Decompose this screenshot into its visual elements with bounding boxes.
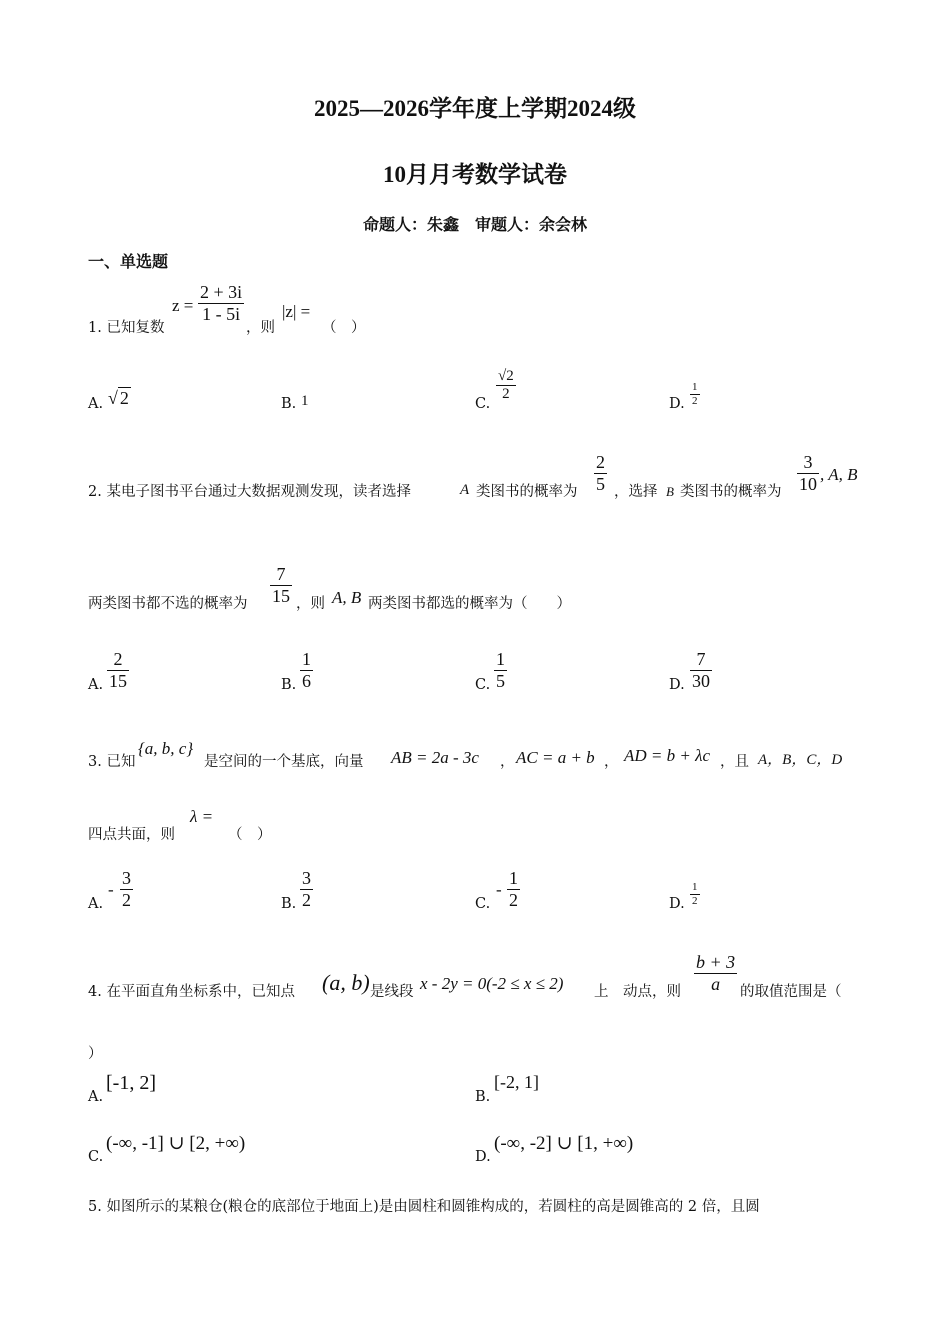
q2-option-c-label: C.	[475, 677, 491, 693]
q3-option-d-numerator: 1	[692, 881, 698, 893]
q3-option-d-fraction	[690, 881, 700, 907]
q3-option-c-numerator: 1	[509, 868, 518, 888]
q4-option-c-label: C.	[88, 1149, 104, 1165]
q2-text-6: ，则	[296, 596, 325, 612]
q1-option-c-label: C.	[475, 396, 491, 412]
exam-authors: 命题人：朱鑫 审题人：余会林	[362, 215, 587, 234]
q2-prob-b-numerator: 3	[797, 452, 819, 474]
q2-option-b-denominator: 6	[302, 670, 311, 691]
q2-text-2: 类图书的概率为	[476, 484, 578, 500]
q2-option-b-fraction	[300, 649, 313, 691]
q2-prob-none-denominator: 15	[272, 585, 290, 606]
q3-option-c-sign: -	[496, 880, 502, 899]
q2-option-c-fraction	[494, 649, 507, 691]
q3-option-d-label: D.	[669, 896, 685, 912]
q3-ad-expr: AD = b + λc	[624, 746, 711, 765]
q3-text-1: 3. 已知	[88, 754, 136, 770]
exam-title-line2: 10月月考数学试卷	[383, 162, 567, 187]
q3-comma-2: ，	[604, 754, 619, 770]
q4-option-b-label: B.	[475, 1089, 491, 1105]
q3-basis: {a, b, c}	[138, 739, 194, 758]
q3-comma-1: ，	[500, 754, 515, 770]
q4-option-b-value: [-2, 1]	[494, 1072, 539, 1092]
q2-prob-none-numerator: 7	[270, 564, 292, 586]
q4-text-3: 上 动点，则	[594, 984, 681, 1000]
q4-option-c-value: (-∞, -1] ∪ [2, +∞)	[106, 1133, 246, 1154]
q2-prob-a-fraction	[594, 452, 607, 494]
q1-option-b-value: 1	[301, 393, 309, 409]
q2-ab-vars-2: A, B	[332, 588, 362, 607]
q2-option-b-label: B.	[281, 677, 297, 693]
q3-option-a-sign: -	[108, 880, 114, 899]
q3-text-4: 四点共面，则	[88, 827, 175, 843]
q4-numerator: b + 3	[696, 952, 736, 972]
q1-option-c-denominator: 2	[502, 386, 510, 403]
q3-option-a-numerator: 3	[122, 868, 131, 888]
q2-option-d-fraction	[690, 649, 712, 691]
q2-ab-vars: , A, B	[820, 465, 858, 484]
q1-option-b-label: B.	[281, 396, 297, 412]
q2-text-3: ，选择	[614, 484, 658, 500]
q2-text-7: 两类图书都选的概率为（ ）	[368, 596, 571, 612]
q1-option-d-fraction	[690, 381, 700, 407]
q3-option-b-numerator: 3	[302, 868, 311, 888]
q1-option-d-label: D.	[669, 396, 685, 412]
q3-ab-expr: AB = 2a - 3c	[391, 748, 479, 767]
q3-option-c-denominator: 2	[509, 889, 518, 910]
q3-option-c-fraction	[507, 868, 520, 910]
q2-option-c-numerator: 1	[496, 649, 505, 669]
q2-option-d-label: D.	[669, 677, 685, 693]
q1-z-lhs: z =	[172, 296, 194, 315]
q3-option-a-denominator: 2	[122, 889, 131, 910]
q3-points: A，B，C，D	[758, 752, 843, 768]
q4-fraction	[694, 952, 737, 994]
q3-option-a-fraction	[120, 868, 133, 910]
q2-option-c-denominator: 5	[496, 670, 505, 691]
q2-var-a: A	[460, 482, 470, 498]
q2-text-1: 2. 某电子图书平台通过大数据观测发现，读者选择	[88, 484, 411, 500]
q4-text-1: 4. 在平面直角坐标系中，已知点	[88, 984, 295, 1000]
section-title-single-choice: 一、单选题	[88, 252, 169, 271]
q3-option-c-label: C.	[475, 896, 491, 912]
q4-segment: x - 2y = 0(-2 ≤ x ≤ 2)	[420, 974, 564, 993]
q4-text-5: ）	[88, 1046, 103, 1062]
q2-prob-a-numerator: 2	[596, 452, 605, 472]
q1-paren: （ ）	[322, 320, 366, 336]
q1-mid-text: ，则	[246, 320, 275, 336]
q1-fraction	[198, 282, 244, 324]
q4-option-d-value: (-∞, -2] ∪ [1, +∞)	[494, 1133, 634, 1154]
q1-option-c-fraction	[496, 368, 516, 404]
exam-title-line1: 2025—2026学年度上学期2024级	[314, 96, 636, 121]
q3-ac-expr: AC = a + b	[516, 748, 595, 767]
q1-option-a-label: A.	[88, 396, 104, 412]
q1-option-d-denominator: 2	[692, 394, 698, 407]
q2-option-a-fraction	[107, 649, 129, 691]
q3-option-a-label: A.	[88, 896, 104, 912]
q1-abs-z: |z| =	[282, 302, 311, 321]
q2-text-5: 两类图书都不选的概率为	[88, 596, 248, 612]
q2-option-d-numerator: 7	[690, 649, 712, 671]
q1-denominator: 1 - 5i	[202, 303, 241, 324]
q1-numerator: 2 + 3i	[200, 282, 243, 302]
q3-lambda: λ =	[190, 807, 214, 826]
q3-option-b-label: B.	[281, 896, 297, 912]
q5-text-1: 5. 如图所示的某粮仓(粮仓的底部位于地面上)是由圆柱和圆锥构成的，若圆柱的高是圆锥高的 2 倍，且圆	[88, 1199, 760, 1215]
q4-denominator: a	[711, 973, 721, 994]
q2-var-b: B	[666, 484, 674, 499]
q2-option-d-denominator: 30	[692, 670, 710, 691]
q3-option-b-denominator: 2	[302, 889, 311, 910]
q1-option-a-value: √ 2	[108, 388, 129, 408]
q1-option-c-numerator: √2	[496, 368, 516, 386]
q2-prob-b-denominator: 10	[799, 473, 817, 494]
q1-prefix: 1. 已知复数	[88, 320, 165, 336]
q3-text-3: ，且	[720, 754, 749, 770]
q1-option-a-radicand: 2	[119, 388, 129, 408]
q1-option-d-numerator: 1	[692, 381, 698, 393]
q2-option-a-numerator: 2	[107, 649, 129, 671]
q4-option-a-label: A.	[88, 1089, 104, 1105]
q3-option-b-fraction	[300, 868, 313, 910]
q4-option-d-label: D.	[475, 1149, 491, 1165]
q2-option-a-denominator: 15	[109, 670, 127, 691]
q3-option-d-denominator: 2	[692, 894, 698, 907]
q4-option-a-value: [-1, 2]	[106, 1072, 156, 1094]
q2-prob-b-fraction	[797, 452, 819, 494]
q2-prob-none-fraction	[270, 564, 292, 606]
q3-text-2: 是空间的一个基底，向量	[204, 754, 364, 770]
q4-text-2: 是线段	[370, 984, 414, 1000]
q2-text-4: 类图书的概率为	[680, 484, 782, 500]
q4-point: (a, b)	[322, 970, 370, 995]
q2-option-b-numerator: 1	[302, 649, 311, 669]
q2-option-a-label: A.	[88, 677, 104, 693]
q4-text-4: 的取值范围是（	[740, 984, 842, 1000]
q3-paren: （ ）	[228, 827, 272, 843]
q2-prob-a-denominator: 5	[596, 473, 605, 494]
